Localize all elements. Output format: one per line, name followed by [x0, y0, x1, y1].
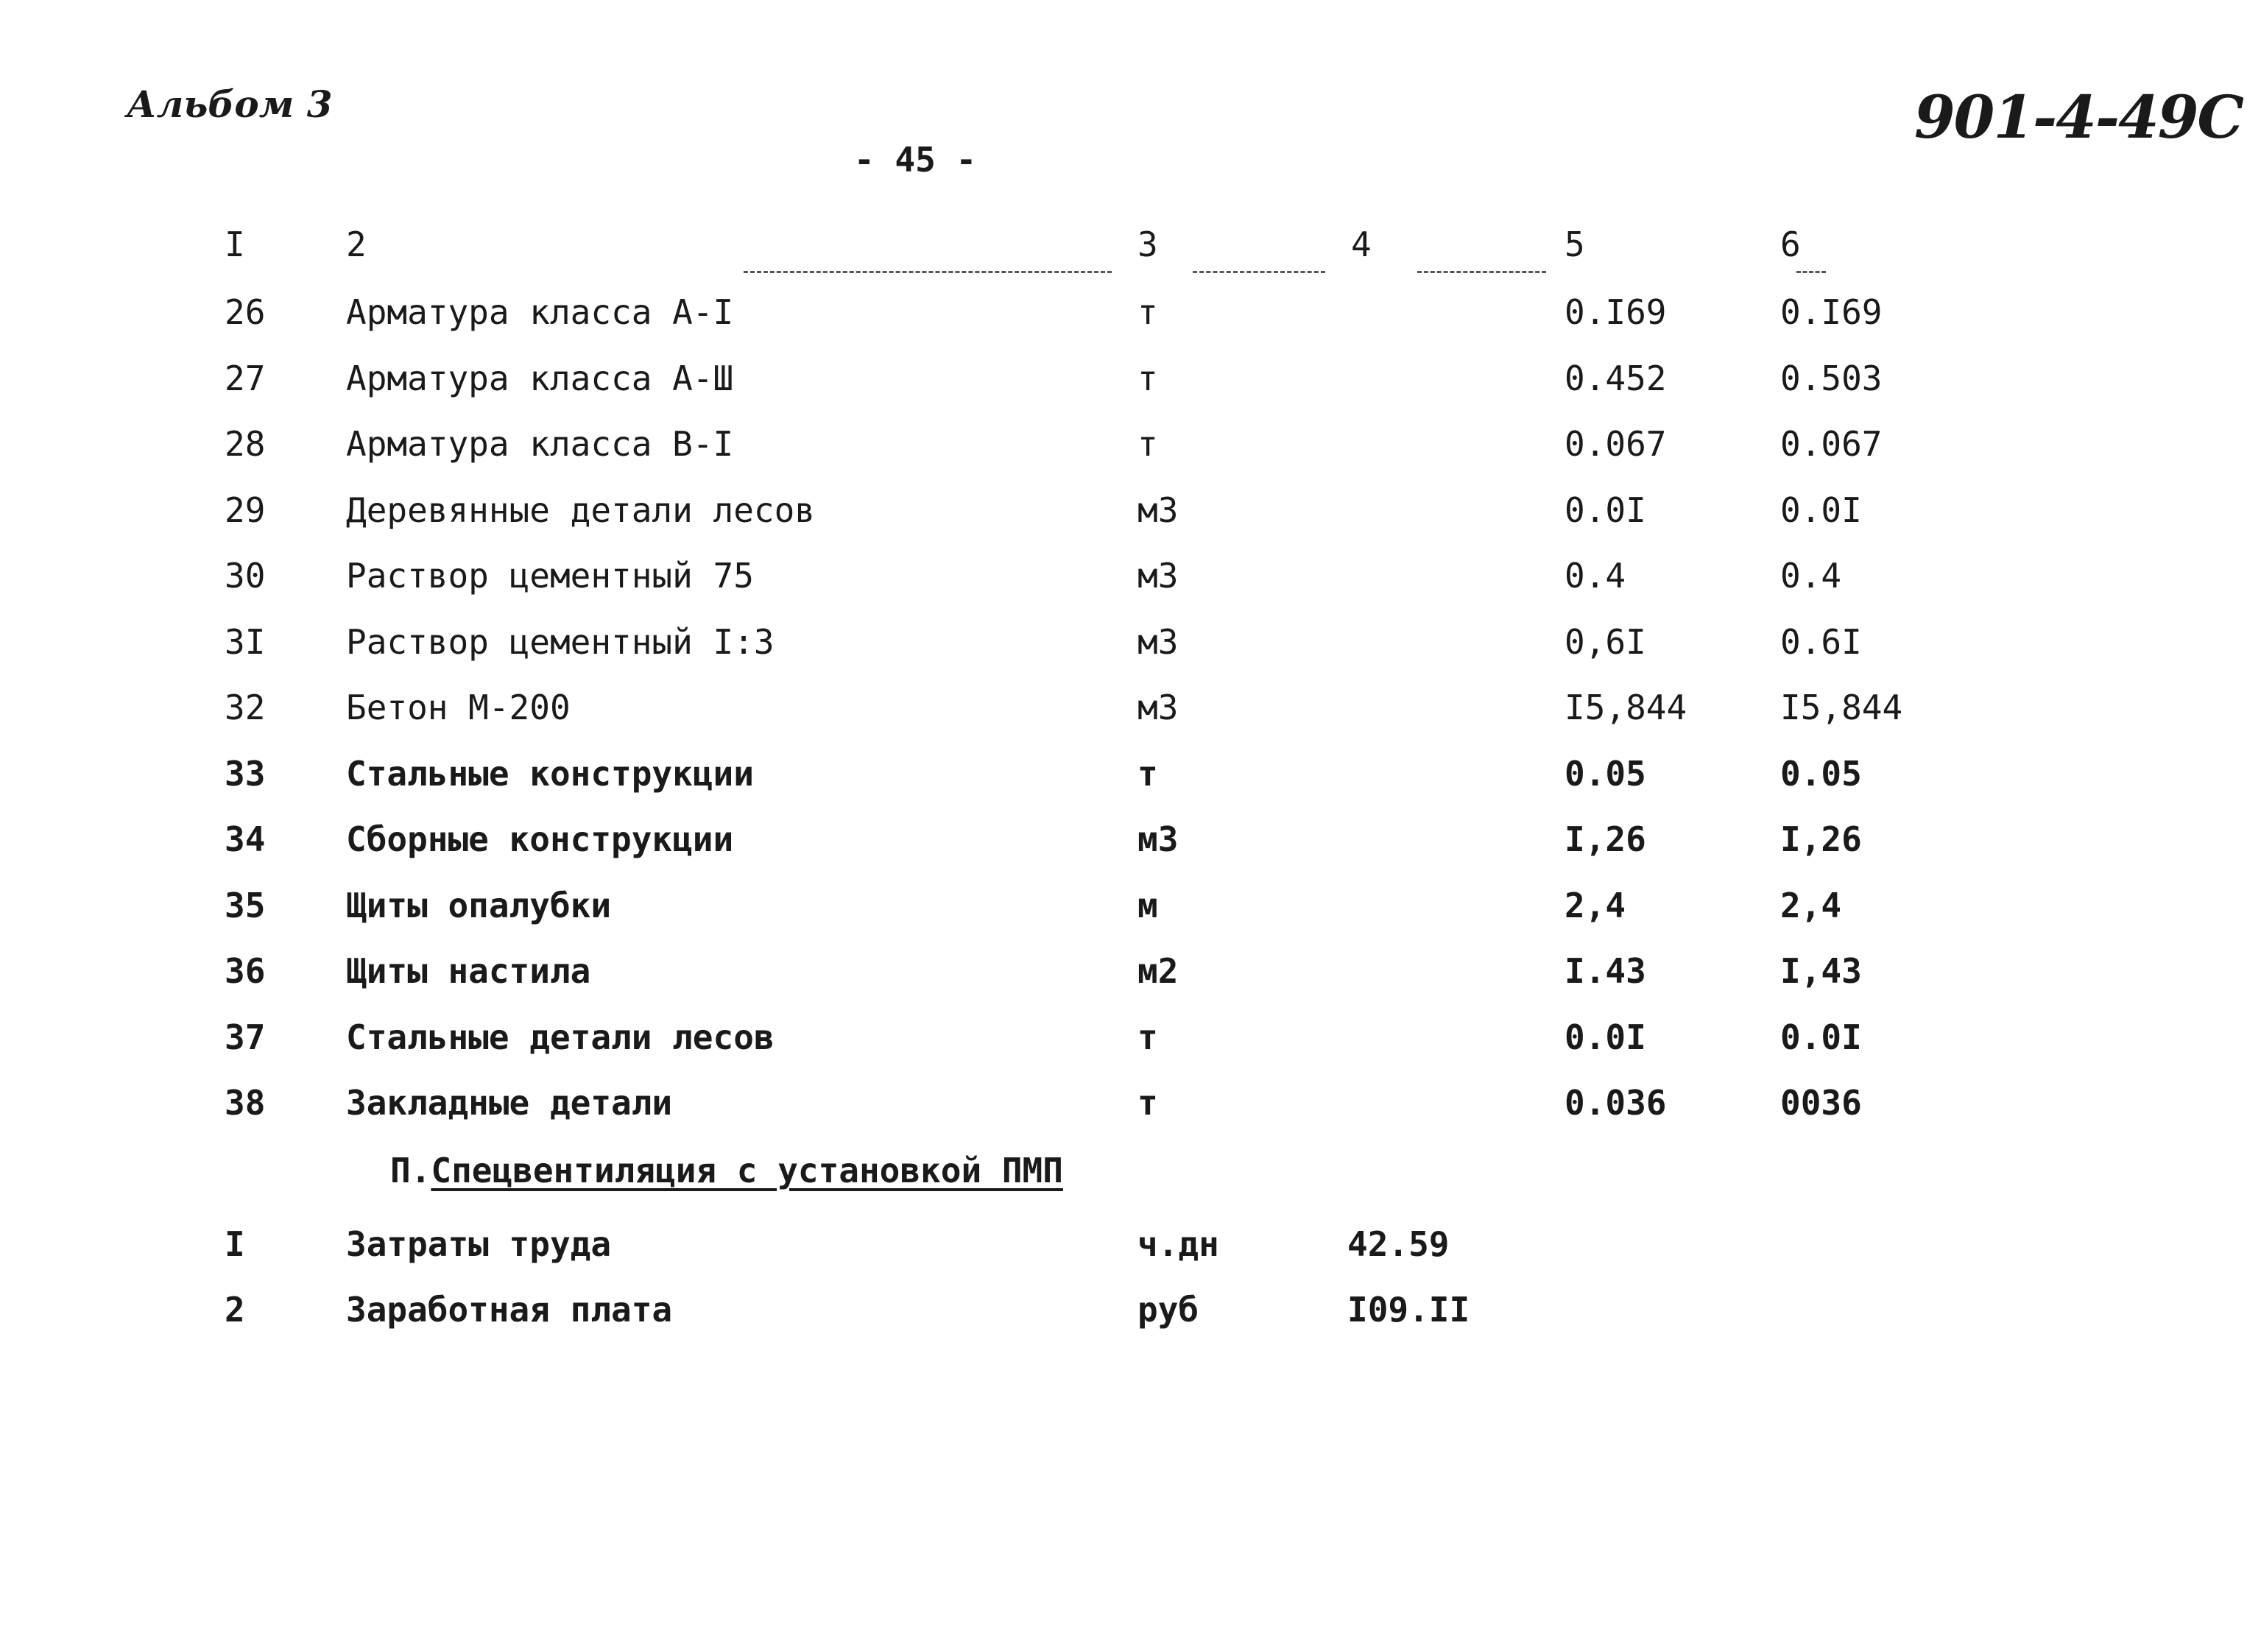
header-col-2: 2 — [346, 225, 367, 264]
row-number: 28 — [225, 424, 266, 464]
document-number: 901-4-49С — [1914, 82, 2243, 152]
row-name: Бетон М-200 — [346, 688, 571, 727]
header-divider — [1417, 271, 1546, 273]
row-col-6: 0.067 — [1780, 424, 1883, 464]
row-unit: т — [1137, 753, 1158, 794]
row-unit: т — [1137, 358, 1158, 398]
row-number: I — [225, 1224, 245, 1264]
row-col-4: 42.59 — [1347, 1224, 1450, 1264]
row-unit: ч.дн — [1137, 1224, 1219, 1264]
row-col-4: I09.II — [1347, 1290, 1470, 1330]
row-col-6: I,26 — [1780, 819, 1862, 859]
row-name: Арматура класса В-I — [346, 424, 734, 464]
header-divider — [1796, 271, 1826, 273]
row-number: 36 — [225, 951, 266, 991]
row-name: Щиты настила — [346, 951, 591, 991]
row-unit: м — [1137, 885, 1158, 925]
header-col-5: 5 — [1565, 225, 1585, 264]
row-name: Стальные детали лесов — [346, 1017, 775, 1057]
section-prefix: П. — [390, 1151, 431, 1190]
row-unit: т — [1137, 424, 1158, 464]
row-number: 32 — [225, 688, 266, 727]
header-col-4: 4 — [1351, 225, 1372, 264]
row-name: Заработная плата — [346, 1290, 673, 1330]
row-col-6: 0.503 — [1780, 358, 1883, 398]
row-unit: м3 — [1137, 621, 1179, 662]
page-number: - 45 - — [854, 140, 977, 180]
row-number: 30 — [225, 556, 266, 596]
header-col-6: 6 — [1780, 225, 1801, 264]
row-number: 29 — [225, 490, 266, 530]
section-title — [390, 1151, 1063, 1190]
row-col-5: 0.I69 — [1565, 292, 1667, 332]
row-name: Деревянные детали лесов — [346, 490, 815, 530]
row-col-6: 0.05 — [1780, 753, 1862, 794]
section-title-text: Спецвентиляция с установкой ПМП — [431, 1151, 1063, 1190]
row-unit: т — [1137, 1017, 1158, 1057]
row-name: Арматура класса А-Ш — [346, 358, 734, 398]
row-number: 34 — [225, 819, 266, 859]
header-divider — [1193, 271, 1325, 273]
row-name: Раствор цементный 75 — [346, 556, 754, 596]
row-name: Раствор цементный I:3 — [346, 621, 775, 662]
row-number: 26 — [225, 292, 266, 332]
row-number: 3I — [225, 621, 266, 662]
row-col-5: 2,4 — [1565, 885, 1626, 925]
row-col-6: 0.0I — [1780, 1017, 1862, 1057]
row-col-6: I,43 — [1780, 951, 1862, 991]
row-unit: м3 — [1137, 490, 1179, 530]
row-unit: руб — [1137, 1290, 1199, 1330]
row-col-5: 0.05 — [1565, 753, 1646, 794]
row-col-5: I5,844 — [1565, 688, 1687, 727]
row-col-6: 0.I69 — [1780, 292, 1883, 332]
row-name: Закладные детали — [346, 1083, 673, 1123]
row-col-5: 0.452 — [1565, 358, 1667, 398]
header-col-3: 3 — [1137, 225, 1158, 264]
row-col-5: 0.0I — [1565, 1017, 1646, 1057]
row-col-6: 0036 — [1780, 1083, 1862, 1123]
row-unit: м3 — [1137, 688, 1179, 727]
row-name: Арматура класса А-I — [346, 292, 734, 332]
header-col-1: I — [225, 225, 245, 264]
row-col-6: 0.4 — [1780, 556, 1842, 596]
row-col-5: 0.0I — [1565, 490, 1646, 530]
row-col-5: I.43 — [1565, 951, 1646, 991]
row-col-6: 2,4 — [1780, 885, 1842, 925]
row-name: Щиты опалубки — [346, 885, 612, 925]
row-col-6: 0.6I — [1780, 621, 1862, 662]
row-name: Стальные конструкции — [346, 753, 754, 794]
album-note: Альбом 3 — [127, 82, 333, 126]
row-col-5: 0.4 — [1565, 556, 1626, 596]
row-col-5: I,26 — [1565, 819, 1646, 859]
row-number: 27 — [225, 358, 266, 398]
row-col-5: 0.036 — [1565, 1083, 1667, 1123]
row-unit: м2 — [1137, 951, 1179, 991]
row-unit: т — [1137, 292, 1158, 332]
row-col-6: I5,844 — [1780, 688, 1903, 727]
row-unit: м3 — [1137, 556, 1179, 596]
row-number: 35 — [225, 885, 266, 925]
row-unit: м3 — [1137, 819, 1179, 859]
row-number: 33 — [225, 753, 266, 794]
row-unit: т — [1137, 1083, 1158, 1123]
row-col-5: 0,6I — [1565, 621, 1646, 662]
row-name: Затраты труда — [346, 1224, 612, 1264]
row-name: Сборные конструкции — [346, 819, 734, 859]
header-divider — [744, 271, 1112, 273]
row-number: 37 — [225, 1017, 266, 1057]
row-col-6: 0.0I — [1780, 490, 1862, 530]
row-number: 38 — [225, 1083, 266, 1123]
row-number: 2 — [225, 1290, 245, 1330]
row-col-5: 0.067 — [1565, 424, 1667, 464]
